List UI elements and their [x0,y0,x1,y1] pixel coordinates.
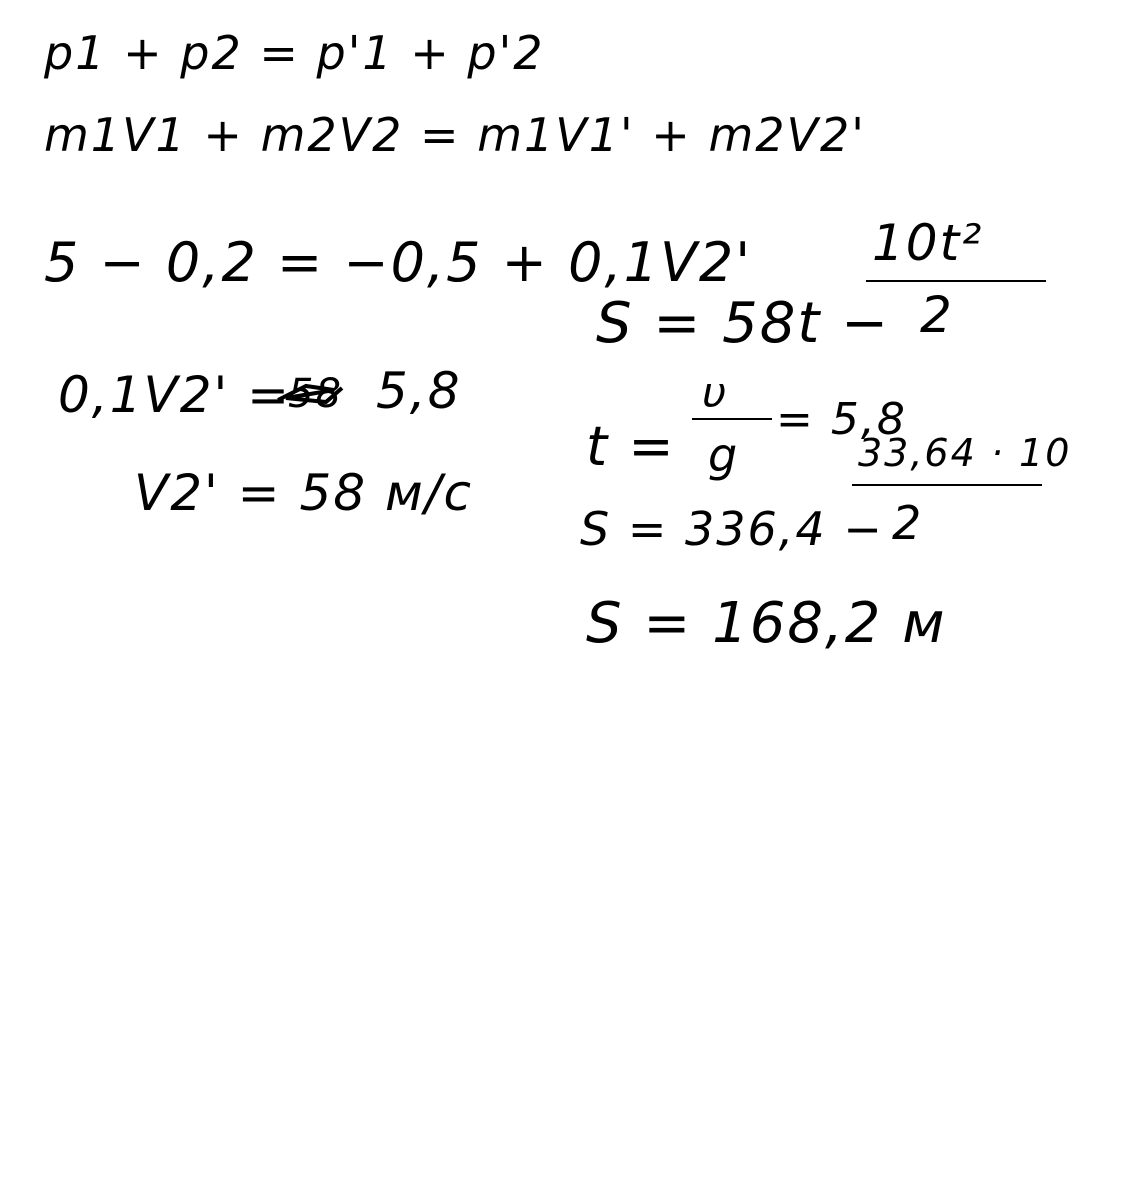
time-formula-result: = 5,8 [776,394,907,445]
mass-velocity-equation-line: m1V1 + m2V2 = m1V1' + m2V2' [44,108,866,162]
substituted-distance-prefix: S = 336,4 − [580,502,884,556]
v2-equation-prefix: 0,1V2' = [58,366,292,424]
time-formula-denominator: g [708,428,740,482]
strike-through-scribble [276,380,346,406]
v2-equation-value: 5,8 [376,362,462,420]
time-formula-fraction-bar [692,418,772,420]
v2-equation-line [58,362,478,440]
substituted-distance-denominator: 2 [892,496,924,550]
v2-result-line: V2' = 58 м/с [134,464,474,522]
distance-formula-fraction-bar [866,280,1046,282]
numeric-substitution-line: 5 − 0,2 = −0,5 + 0,1V2' [44,231,753,294]
distance-formula-prefix: S = 58t − [596,291,891,356]
distance-formula-denominator: 2 [920,286,954,344]
final-distance-result: S = 168,2 м [586,591,947,656]
momentum-conservation-line: p1 + p2 = p'1 + p'2 [44,26,545,80]
time-formula-prefix: t = [586,415,676,478]
time-formula-numerator: υ [702,368,729,417]
struck-out-value: 58 [288,371,343,417]
distance-formula-numerator: 10t² [872,214,984,272]
substituted-distance-numerator: 33,64 · 10 [858,431,1072,475]
substituted-distance-fraction-bar [852,484,1042,486]
